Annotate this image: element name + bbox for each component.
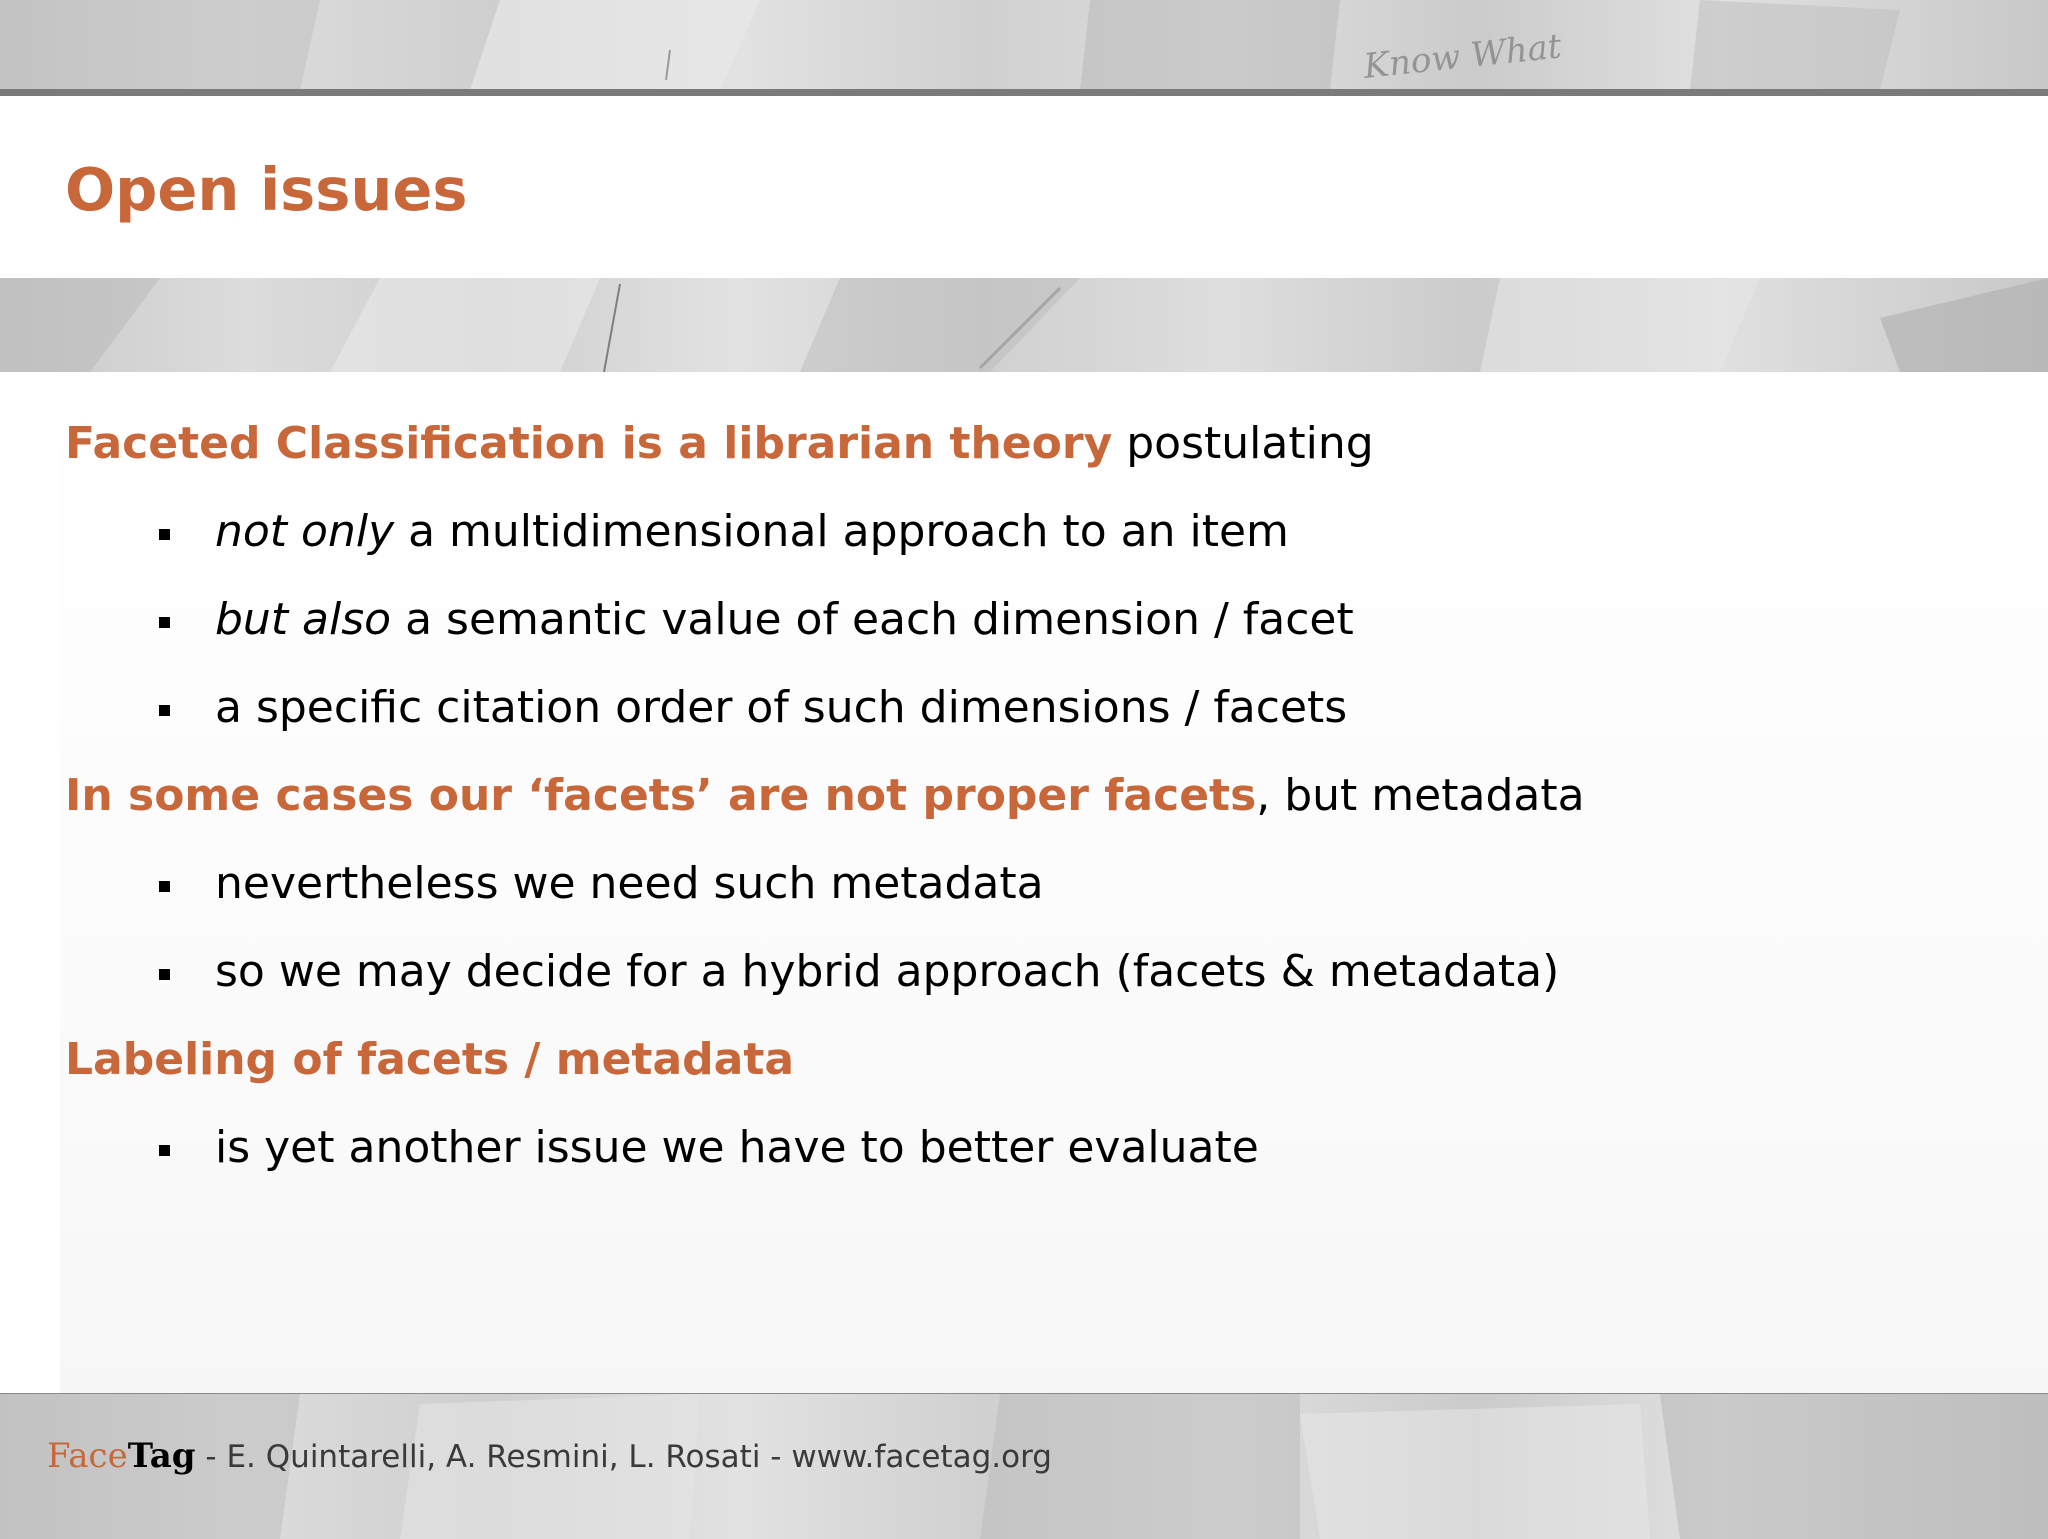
bullet-text: a multidimensional approach to an item [394,506,1289,557]
section-heading-labeling [65,1024,2025,1096]
section-heading-rest: , but metadata [1256,770,1585,821]
square-bullet-icon [159,1145,170,1156]
bullet-emphasis: but also [215,594,392,645]
bullet-text: a specific citation order of such dimensions / facets [215,682,1348,733]
section-heading-highlight: Labeling of facets / metadata [65,1034,795,1085]
bullet-text: a semantic value of each dimension / facet [391,594,1354,645]
bullet-item [65,584,2025,656]
mid-band-texture [0,278,2048,372]
bullet-text: nevertheless we need such metadata [215,858,1044,909]
section-heading-rest: postulating [1112,418,1374,469]
section-heading-highlight: In some cases our ‘facets’ are not proper facets [65,770,1257,821]
square-bullet-icon [159,617,170,628]
bullet-emphasis: not only [215,506,395,557]
bullet-item [65,1112,2025,1184]
logo-part-face: Face [47,1436,128,1476]
top-decorative-band [0,0,2048,90]
bullet-text: is yet another issue we have to better evaluate [215,1122,1259,1173]
section-heading-faceted-classification [65,408,2025,480]
footer-credits [47,1436,1052,1477]
footer-authors-url: - E. Quintarelli, A. Resmini, L. Rosati - www.facetag.org [195,1439,1052,1475]
bullet-item [65,848,2025,920]
square-bullet-icon [159,881,170,892]
top-band-texture [0,0,2048,90]
facetag-logo [47,1436,196,1476]
square-bullet-icon [159,529,170,540]
background-scribble: Know What [1361,26,1564,87]
bullet-item [65,496,2025,568]
square-bullet-icon [159,705,170,716]
section-heading-highlight: Faceted Classification is a librarian theory [65,418,1113,469]
bullet-item [65,936,2025,1008]
middle-decorative-band [0,278,2048,372]
top-rule [0,89,2048,96]
square-bullet-icon [159,969,170,980]
bullet-text: so we may decide for a hybrid approach (facets & metadata) [215,946,1560,997]
slide-title: Open issues [65,155,468,224]
bullet-item [65,672,2025,744]
slide-body [65,408,2025,1184]
section-heading-facets-vs-metadata [65,760,2025,832]
logo-part-tag: Tag [127,1436,196,1476]
